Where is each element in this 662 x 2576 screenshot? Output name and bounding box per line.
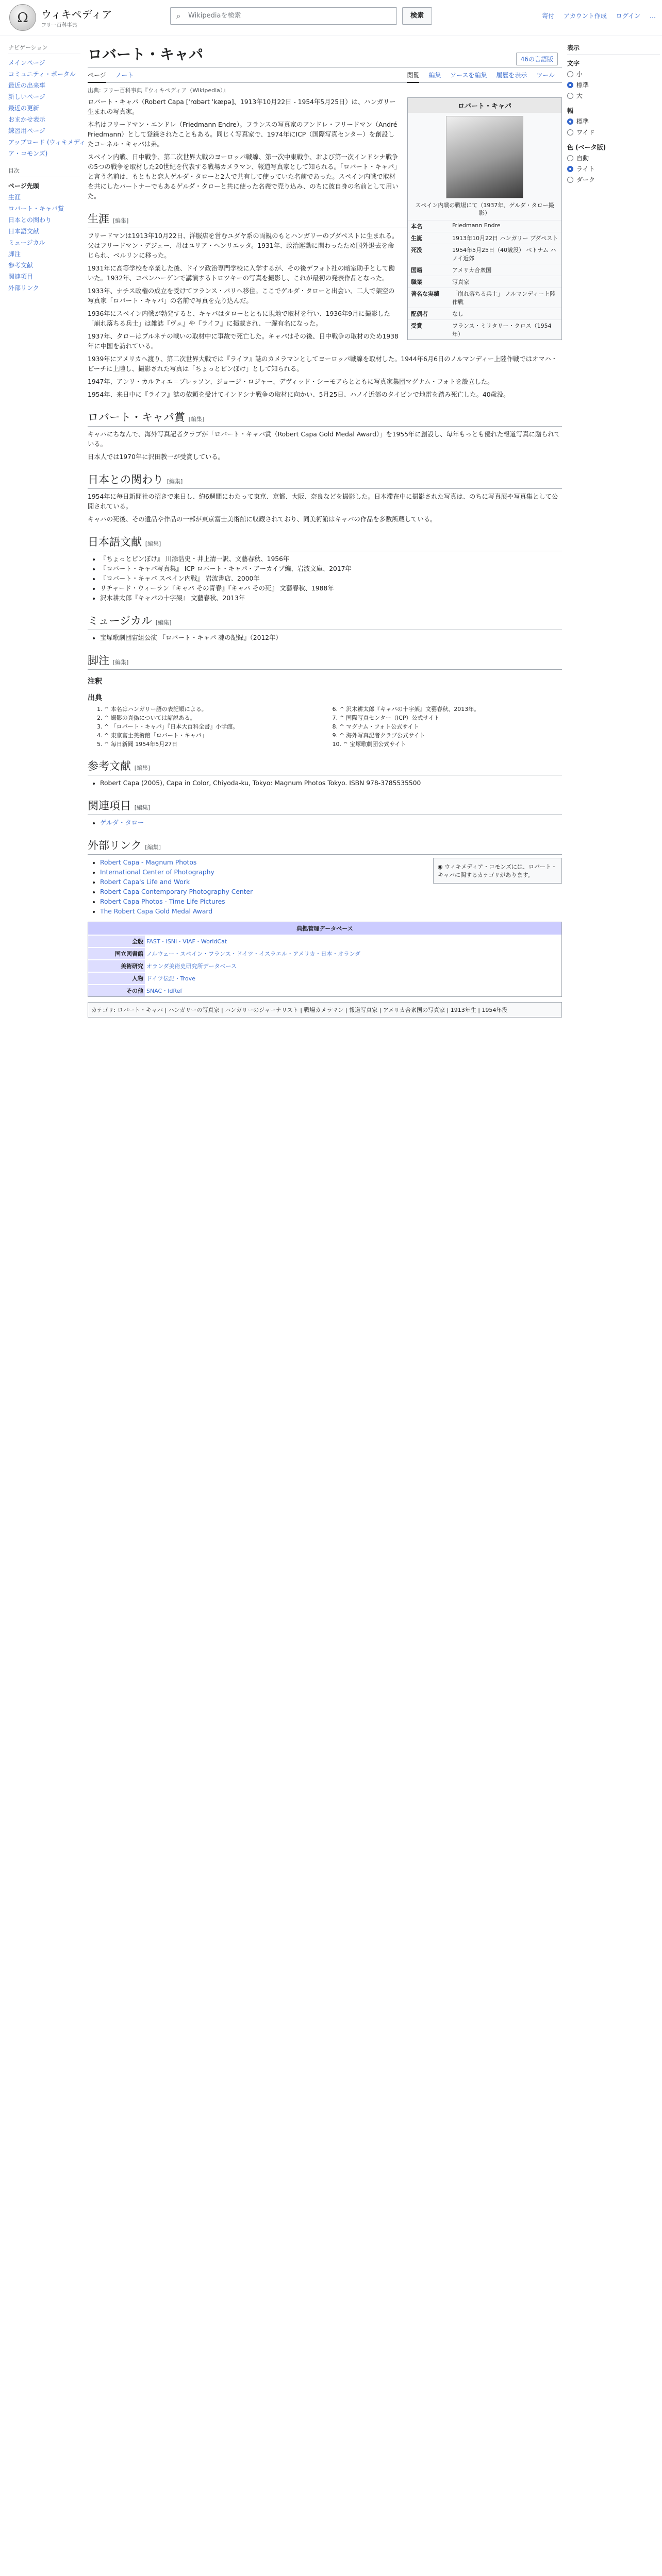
related-link[interactable]: ゲルダ・タロー (100, 819, 144, 826)
tab-edit-source[interactable]: ソースを編集 (450, 72, 487, 79)
infobox-label: 生誕 (411, 235, 422, 242)
edit-link[interactable]: [編集] (112, 217, 129, 224)
toc-item-external[interactable]: 外部リンク (8, 284, 39, 292)
infobox-row (408, 244, 561, 264)
edit-link[interactable]: [編集] (155, 619, 172, 626)
infobox-value: Friedmann Endre (452, 222, 501, 229)
infobox-row (408, 287, 561, 308)
radio-label: ワイド (576, 129, 595, 136)
radio-icon (567, 177, 573, 183)
text-size-standard[interactable] (567, 80, 660, 89)
navbox-links[interactable]: ノルウェー・スペイン・フランス・ドイツ・イスラエル・アメリカ・日本・オランダ (146, 951, 360, 957)
wikipedia-logo[interactable]: Ω (9, 4, 36, 31)
radio-selected-icon (567, 82, 573, 88)
sidebar-item-main-page[interactable]: メインページ (8, 59, 45, 66)
paragraph: 1937年、タローはブルネテの戦いの取材中に事故で死亡した。キャパはその後、日中戦争の取材のため1938年に中国を訪れている。 (88, 333, 399, 350)
header (0, 0, 662, 36)
site-wordmark[interactable]: ウィキペディア (41, 8, 112, 21)
edit-link[interactable]: [編集] (145, 844, 161, 851)
section-heading-notes (88, 652, 562, 670)
toc-item-japan[interactable]: 日本との関わり (8, 216, 52, 224)
edit-link[interactable]: [編集] (145, 540, 161, 547)
main-content (88, 36, 562, 1018)
infobox-row (408, 264, 561, 276)
external-link[interactable]: Robert Capa's Life and Work (100, 878, 190, 886)
musical-list (100, 633, 562, 643)
section-title: 脚注 (88, 654, 109, 667)
sidebar-item-random[interactable]: おまかせ表示 (8, 116, 46, 123)
paragraph: キャパの死後、その遺品や作品の一部が東京富士美術館に収蔵されており、同美術館はキャパの作品を多数所蔵している。 (88, 516, 437, 523)
commons-icon: ◉ (438, 863, 445, 870)
edit-link[interactable]: [編集] (188, 416, 205, 422)
infobox-label: 本名 (411, 223, 422, 230)
sidebar-item-sandbox[interactable]: 練習用ページ (8, 127, 45, 134)
navbox-label: 国立図書館 (88, 948, 145, 959)
lead-paragraph: 本名はフリードマン・エンドレ（Friedmann Endre）。フランスの写真家のアンドレ・フリードマン（André Friedmann）として登録されたこともある。同じく写真家で、1974年にICP（国際写真センター）を創設したコーネル・キャパは弟。 (88, 121, 398, 148)
section-title: 参考文献 (88, 760, 131, 772)
toc-item-musical[interactable]: ミュージカル (8, 239, 45, 246)
navbox-row (88, 959, 561, 972)
search-button[interactable]: 検索 (402, 7, 432, 25)
commons-text: ウィキメディア・コモンズには、ロバート・キャパに関するカテゴリがあります。 (438, 863, 557, 878)
infobox-value: 写真家 (452, 279, 469, 285)
list-item: • Robert Capa (2005), Capa in Color, Chiyoda-ku, Tokyo: Magnum Photos Tokyo. ISBN 978-3785535500 (100, 778, 562, 788)
tab-read[interactable]: 閲覧 (407, 72, 419, 83)
paragraph: 1954年、来日中に『ライフ』誌の依頼を受けてインドシナ戦争の取材に向かい、5月25日、ハノイ近郊のタイビンで地雷を踏み死亡した。40歳没。 (88, 391, 510, 398)
reference-item: 2. ^ 撮影の真偽については諸説ある。 (97, 715, 196, 721)
edit-link[interactable]: [編集] (134, 804, 151, 811)
reference-item: 7. ^ 国際写真センター（ICP）公式サイト (332, 715, 440, 721)
category-box[interactable]: カテゴリ: ロバート・キャパ | ハンガリーの写真家 | ハンガリーのジャーナリスト | 戦場カメラマン | 報道写真家 | アメリカ合衆国の写真家 | 1913年生 | 1954年没 (88, 1002, 562, 1018)
radio-label: 小 (576, 71, 583, 78)
external-link[interactable]: International Center of Photography (100, 869, 214, 876)
toc-heading: 目次 (8, 166, 80, 177)
navbox-label: 美術研究 (88, 960, 145, 972)
tab-history[interactable]: 履歴を表示 (496, 72, 527, 79)
navbox-row (88, 947, 561, 959)
color-auto[interactable] (567, 154, 660, 162)
color-heading: 色 (ベータ版) (567, 144, 606, 151)
list-item: • 『ロバート・キャパ スペイン内戦』 岩波書店、2000年 (100, 574, 562, 584)
external-link[interactable]: Robert Capa Contemporary Photography Center (100, 888, 253, 895)
list-item[interactable] (100, 897, 562, 907)
reference-item: 3. ^ 「ロバート・キャパ」『日本大百科全書』小学館。 (97, 723, 239, 730)
navbox-links[interactable]: ドイツ伝記・Trove (146, 975, 195, 982)
paragraph: 1939年にアメリカへ渡り、第二次世界大戦では『ライフ』誌のカメラマンとしてヨーロッパ戦線を取材した。1944年6月6日のノルマンディー上陸作戦ではオマハ・ビーチに上陸し、撮影された写真は「ちょっとピンぼけ」として知られる。 (88, 355, 557, 372)
radio-label: 標準 (576, 118, 589, 125)
infobox-value: アメリカ合衆国 (452, 267, 492, 274)
reference-item: 9. ^ 海外写真記者クラブ公式サイト (332, 732, 425, 739)
color-dark[interactable] (567, 175, 660, 184)
sidebar-item-community[interactable]: コミュニティ・ポータル (8, 71, 76, 78)
external-link[interactable]: Robert Capa Photos - Time Life Pictures (100, 898, 225, 905)
section-title: ロバート・キャパ賞 (88, 411, 185, 423)
subheading-notes: 注釈 (88, 677, 102, 686)
search-icon: ⌕ (176, 11, 181, 21)
text-size-small[interactable] (567, 70, 660, 78)
section-title: 外部リンク (88, 839, 142, 852)
tab-tools[interactable]: ツール (536, 72, 555, 79)
reference-item: 6. ^ 沢木耕太郎『キャパの十字架』文藝春秋、2013年。 (332, 706, 480, 713)
list-item: • リチャード・ウィーラン『キャパ その青春』『キャパ その死』 文藝春秋、1988年 (100, 584, 562, 594)
toc-item-related[interactable]: 関連項目 (8, 273, 34, 280)
page-tabs (88, 67, 562, 83)
edit-link[interactable]: [編集] (112, 659, 129, 666)
radio-icon (567, 93, 573, 99)
radio-selected-icon (567, 166, 573, 172)
donate-link[interactable]: 寄付 (542, 12, 555, 20)
toc-item-refs[interactable]: 参考文献 (8, 262, 34, 269)
section-title: 日本語文献 (88, 536, 142, 548)
external-link[interactable]: Robert Capa - Magnum Photos (100, 859, 197, 866)
navbox-label: 人物 (88, 973, 145, 984)
section-title: 日本との関わり (88, 473, 163, 486)
radio-icon (567, 71, 573, 77)
radio-label: ライト (576, 165, 595, 173)
infobox-title: ロバート・キャパ (408, 98, 561, 113)
infobox-value: 1954年5月25日（40歳没） ベトナム ハノイ近郊 (452, 247, 556, 262)
radio-label: 自動 (576, 155, 589, 162)
radio-label: 大 (576, 92, 583, 99)
infobox-row (408, 220, 561, 232)
section-heading-award (88, 409, 562, 427)
paragraph: 1931年に高等学校を卒業した後、ドイツ政治専門学校に入学するが、その後デフォト社の暗室助手として働いた。1932年、コペンハーゲンで講演するトロツキーの写真を撮影し、これが最初の発表作品となった。 (88, 265, 395, 282)
paragraph: 日本人では1970年に沢田教一が受賞している。 (88, 453, 224, 461)
radio-icon (567, 129, 573, 135)
section-heading-musical (88, 613, 562, 630)
list-item: • 宝塚歌劇団宙組公演 『ロバート・キャパ 魂の記録』（2012年） (100, 633, 562, 643)
sidebar-item-current-events[interactable]: 最近の出来事 (8, 82, 46, 89)
infobox-row (408, 276, 561, 287)
infobox-value: 「崩れ落ちる兵士」 ノルマンディー上陸作戦 (452, 291, 556, 306)
infobox-row (408, 308, 561, 319)
list-item: • 『ロバート・キャパ写真集』 ICP ロバート・キャパ・アーカイブ編、岩波文庫、2017年 (100, 564, 562, 574)
reference-item: 5. ^ 毎日新聞 1954年5月27日 (97, 741, 178, 748)
related-list (100, 818, 562, 828)
section-title: ミュージカル (88, 615, 153, 627)
section-heading-refs (88, 758, 562, 775)
navbox-links[interactable]: SNAC・IdRef (146, 988, 183, 994)
edit-link[interactable]: [編集] (134, 765, 151, 771)
infobox-value: なし (452, 311, 464, 317)
width-wide[interactable] (567, 128, 660, 137)
login-link[interactable]: ログイン (616, 12, 641, 20)
width-heading: 幅 (567, 107, 574, 114)
page-subtitle: 出典: フリー百科事典『ウィキペディア（Wikipedia）』 (88, 87, 229, 94)
radio-icon (567, 155, 573, 161)
toc-item-notes[interactable]: 脚注 (8, 250, 21, 258)
commons-box (433, 858, 562, 884)
paragraph: 1947年、アンリ・カルティエ＝ブレッソン、ジョージ・ロジャー、デヴィッド・シーモアらとともに写真家集団マグナム・フォトを設立した。 (88, 378, 494, 385)
infobox-label: 配偶者 (411, 311, 428, 317)
sidebar-item-recent-changes[interactable]: 最近の更新 (8, 105, 40, 112)
infobox-row (408, 232, 561, 244)
infobox-value: 1913年10月22日 ハンガリー ブダペスト (452, 235, 558, 242)
navbox-title: 典拠管理データベース (88, 922, 561, 935)
page-title: ロバート・キャパ (88, 43, 562, 67)
reference-item: 4. ^ 東京富士美術館「ロバート・キャパ」 (97, 732, 207, 739)
radio-label: 標準 (576, 81, 589, 89)
tab-talk[interactable]: ノート (115, 72, 134, 79)
edit-link[interactable]: [編集] (167, 478, 183, 485)
width-standard[interactable] (567, 117, 660, 126)
tab-edit[interactable]: 編集 (428, 72, 441, 79)
paragraph: キャパにちなんで、海外写真記者クラブが「ロバート・キャパ賞（Robert Capa Gold Medal Award）」を1955年に創設し、毎年もっとも優れた報道写真に贈られている。 (88, 431, 561, 448)
reference-item: 8. ^ マグナム・フォト公式サイト (332, 723, 419, 730)
subheading-sources: 出典 (88, 694, 102, 702)
text-size-large[interactable] (567, 91, 660, 100)
section-title: 生涯 (88, 213, 109, 225)
infobox-label: 受賞 (411, 323, 422, 329)
photo-caption: スペイン内戦の戦場にて（1937年、ゲルダ・タロー撮影） (415, 202, 554, 216)
search-input[interactable]: Wikipediaを検索 (170, 7, 397, 25)
paragraph: 1954年に毎日新聞社の招きで来日し、約6週間にわたって東京、京都、大阪、奈良などを撮影した。日本滞在中に撮影された写真は、のちに写真展や写真集として公開されている。 (88, 493, 558, 510)
navbox-row (88, 935, 561, 947)
infobox-label: 死没 (411, 247, 422, 253)
toc-item-life[interactable]: 生涯 (8, 194, 21, 201)
infobox-label: 国籍 (411, 267, 422, 274)
infobox-value: フランス・ミリタリー・クロス（1954年） (452, 323, 552, 337)
paragraph: 1936年にスペイン内戦が勃発すると、キャパはタローとともに現地で取材を行い、1936年9月に撮影した「崩れ落ちる兵士」は雑誌『ヴュ』や『ライフ』に掲載され、一躍有名になった。 (88, 310, 390, 327)
navbox-label: その他 (88, 985, 145, 996)
list-item[interactable] (100, 887, 562, 897)
radio-label: ダーク (576, 176, 595, 183)
paragraph: 1933年、ナチス政権の成立を受けてフランス・パリへ移住。ここでゲルダ・タローと出会い、二人で架空の写真家「ロバート・キャパ」の名前で写真を売り込んだ。 (88, 287, 395, 304)
section-heading-external (88, 837, 562, 855)
navbox-label: 全般 (88, 936, 145, 947)
more-menu[interactable]: … (650, 12, 656, 20)
create-account-link[interactable]: アカウント作成 (564, 12, 607, 20)
portrait-photo[interactable] (446, 116, 523, 198)
reference-item: 10. ^ 宝塚歌劇団公式サイト (332, 741, 406, 748)
navbox-links[interactable]: FAST・ISNI・VIAF・WorldCat (146, 938, 227, 945)
lead-paragraph: ロバート・キャパ（Robert Capa [ˈrɑbərt ˈkæpə]、1913年10月22日 - 1954年5月25日）は、ハンガリー生まれの写真家。 (88, 98, 396, 115)
list-item[interactable] (100, 907, 562, 917)
section-heading-japan (88, 471, 562, 489)
infobox (407, 97, 562, 340)
list-item: • 沢木耕太郎『キャパの十字架』 文藝春秋、2013年 (100, 594, 562, 603)
book-list (100, 554, 562, 603)
navbox-row (88, 972, 561, 984)
infobox-label: 著名な実績 (411, 291, 439, 297)
toc-item-award[interactable]: ロバート・キャパ賞 (8, 205, 64, 212)
lead-paragraph: スペイン内戦、日中戦争、第二次世界大戦のヨーロッパ戦線、第一次中東戦争、および第一次インドシナ戦争の5つの戦争を取材した20世紀を代表する戦場カメラマン、報道写真家として知られる。「ロバート・キャパ」と言う名前は、もともと恋人ゲルダ・タローと2人で共有して使っていた名前であった。スペイン内戦で取材を共にしたパートナーでもあるゲルダ・タローと共に使った名義で売り込み、のちに彼自身の名前として用いた。 (88, 154, 399, 200)
list-item[interactable] (100, 818, 562, 828)
tab-article[interactable]: ページ (88, 72, 106, 83)
text-size-heading: 文字 (567, 60, 580, 67)
infobox-row (408, 319, 561, 340)
external-link[interactable]: The Robert Capa Gold Medal Award (100, 908, 212, 915)
color-light[interactable] (567, 164, 660, 173)
sidebar-item-new-pages[interactable]: 新しいページ (8, 93, 45, 100)
radio-selected-icon (567, 118, 573, 125)
appearance-panel (567, 36, 660, 186)
site-tagline: フリー百科事典 (41, 23, 77, 28)
toc-item-books[interactable]: 日本語文献 (8, 228, 40, 235)
reference-list (97, 705, 562, 749)
section-heading-related (88, 798, 562, 815)
infobox-label: 職業 (411, 279, 422, 285)
section-heading-books (88, 534, 562, 551)
paragraph: フリードマンは1913年10月22日、洋服店を営むユダヤ系の両親のもとハンガリーのブダペストに生まれる。父はフリードマン・デジェー、母はユリア・ヘンリエッタ。1931年、政治運動に関わったため国外退去を命じられ、ベルリンに移った。 (88, 232, 399, 259)
language-button[interactable]: 46の言語版 (516, 53, 558, 65)
toc-item-top[interactable]: ページ先頭 (8, 182, 39, 190)
sidebar-heading: ナビゲーション (8, 43, 80, 54)
appearance-heading: 表示 (567, 43, 660, 55)
list-item: • 『ちょっとピンぼけ』 川添浩史・井上清一訳、文藝春秋、1956年 (100, 554, 562, 564)
sidebar (0, 36, 88, 294)
navbox-row (88, 984, 561, 996)
reference-item: 1. ^ 本名はハンガリー語の表記順による。 (97, 706, 207, 713)
section-title: 関連項目 (88, 800, 131, 812)
sidebar-item-upload[interactable]: アップロード (ウィキメディア・コモンズ) (8, 139, 86, 157)
refs-list (100, 778, 562, 788)
authority-control-navbox (88, 922, 562, 997)
personal-tools (535, 11, 656, 20)
navbox-links[interactable]: オランダ美術史研究所データベース (146, 963, 237, 970)
